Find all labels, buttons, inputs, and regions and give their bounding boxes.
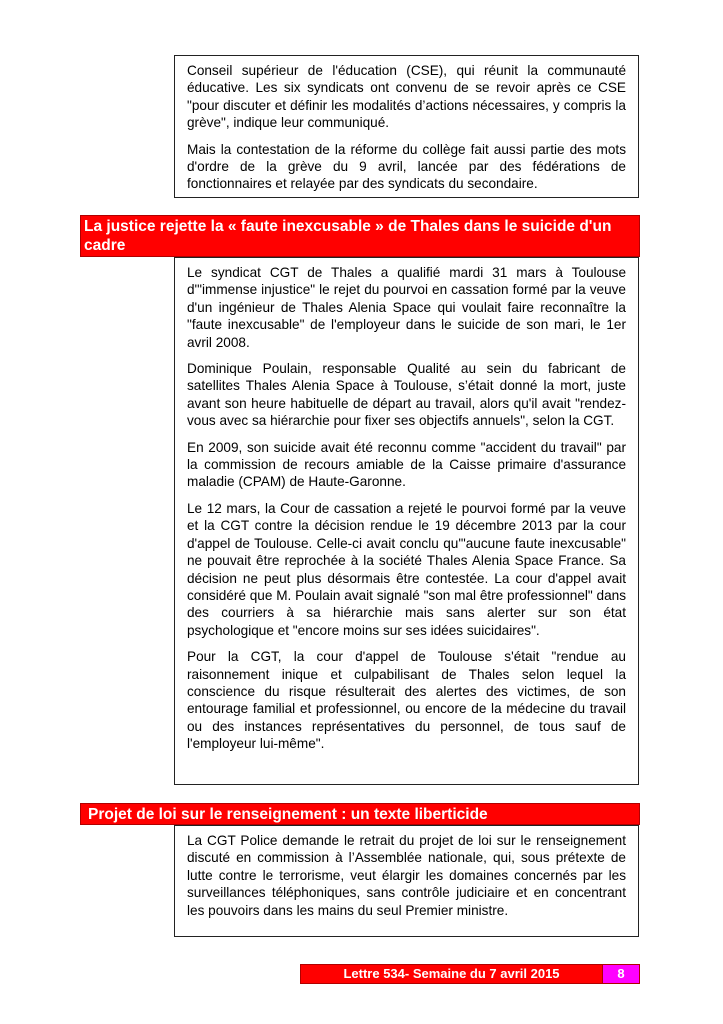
article-body-renseignement — [174, 825, 639, 937]
article-title-thales: La justice rejette la « faute inexcusable » de Thales dans le suicide d'un cadre — [80, 215, 640, 257]
paragraph: Le syndicat CGT de Thales a qualifié mardi 31 mars à Toulouse d'"immense injustice" le rejet du pourvoi en cassation formé par la veuve d'un ingénieur de Thales Alenia Space qui voulait faire reconnaître la "faute inexcusable" de l'employeur dans le suicide de son mari, le 1er avril 2008. — [187, 265, 626, 350]
article-continuation-box — [174, 55, 639, 198]
page-footer — [300, 964, 640, 984]
paragraph: Dominique Poulain, responsable Qualité au sein du fabricant de satellites Thales Alenia Space à Toulouse, s’était donné la mort, juste avant son heure habituelle de départ au travail, alors qu'il avait "rendez-vous avec sa hiérarchie pour fixer ses objectifs annuels", selon la CGT. — [187, 361, 626, 429]
paragraph: Conseil supérieur de l'éducation (CSE), qui réunit la communauté éducative. Les six syndicats ont convenu de se revoir après ce CSE "pour discuter et définir les modalités d’actions nécessaires, y compris la grève", indique leur communiqué. — [187, 63, 626, 131]
paragraph: Mais la contestation de la réforme du collège fait aussi partie des mots d'ordre de la grève du 9 avril, lancée par des fédérations de fonctionnaires et relayée par des syndicats du secondaire. — [187, 141, 626, 192]
article-title-renseignement: Projet de loi sur le renseignement : un texte liberticide — [80, 803, 640, 825]
paragraph: Le 12 mars, la Cour de cassation a rejeté le pourvoi formé par la veuve et la CGT contre la décision rendue le 19 décembre 2013 par la cour d'appel de Toulouse. Celle-ci avait conclu qu'"aucune faute inexcusable" ne pouvait être reprochée à la société Thales Alenia Space France. Sa décision ne peut plus désormais être contestée. La cour d'appel avait considéré que M. Poulain avait signalé "son mal être professionnel" dans des courriers à sa hiérarchie mais sans alerter sur son état psychologique et "encore moins sur ses idées suicidaires". — [187, 500, 626, 638]
page-number: 8 — [602, 965, 639, 983]
paragraph: Pour la CGT, la cour d'appel de Toulouse s'était "rendue au raisonnement inique et culpabilisant de Thales selon lequel la conscience du risque résulterait des alertes des victimes, de son entourage familial et professionnel, ou encore de la médecine du travail ou des instances représentatives du personnel, de tous sauf de l'employeur lui-même". — [187, 649, 626, 752]
footer-lettre-label: Lettre 534- Semaine du 7 avril 2015 — [301, 965, 602, 983]
paragraph: La CGT Police demande le retrait du projet de loi sur le renseignement discuté en commission à l’Assemblée nationale, qui, sous prétexte de lutte contre le terrorisme, veut élargir les domaines concernés par les surveillances téléphoniques, sans contrôle judiciaire et en concentrant les pouvoirs dans les mains du seul Premier ministre. — [187, 833, 626, 918]
paragraph: En 2009, son suicide avait été reconnu comme "accident du travail" par la commission de recours amiable de la Caisse primaire d'assurance maladie (CPAM) de Haute-Garonne. — [187, 439, 626, 490]
article-body-thales — [174, 257, 639, 785]
